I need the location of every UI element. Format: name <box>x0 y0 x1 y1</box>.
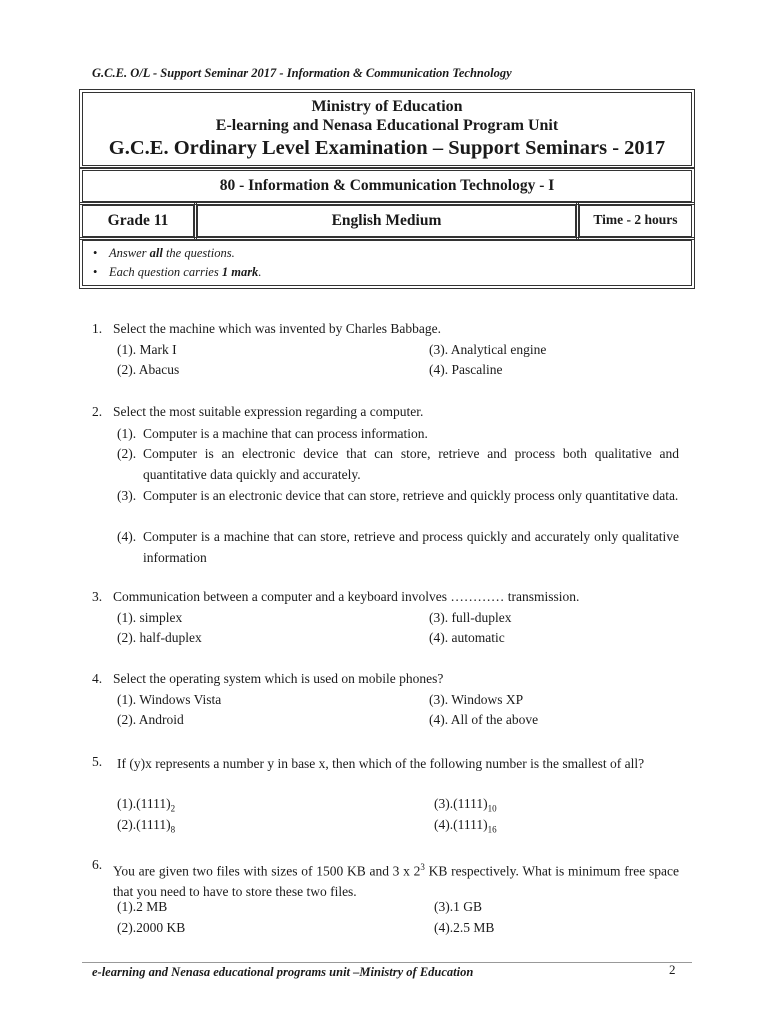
option: (1). Mark I <box>117 342 177 357</box>
option: (2).2000 KB <box>117 920 186 935</box>
option: (4).2.5 MB <box>434 920 495 935</box>
question-number: 6. <box>92 857 103 872</box>
instruction-2: • Each question carries 1 mark. <box>93 265 262 279</box>
bullet-icon: • <box>93 246 98 260</box>
option: (4). automatic <box>429 630 505 645</box>
option: (3). Analytical engine <box>429 342 547 357</box>
option: (4). Pascaline <box>429 362 503 377</box>
time-box: Time - 2 hours <box>579 205 692 237</box>
question-text: You are given two files with sizes of 1500 KB and 3 x $2^3$ KB respectively. What is minimum free space that you need to have to store these two files. <box>113 862 679 899</box>
question-text: Select the most suitable expression regarding a computer. <box>113 404 424 419</box>
option: (1). Computer is a machine that can process information. <box>117 426 428 441</box>
grade-box: Grade 11 <box>82 205 194 237</box>
medium-box: English Medium <box>197 205 576 237</box>
option: (1).2 MB <box>117 899 168 914</box>
option: (1). Windows Vista <box>117 692 222 707</box>
question-text: Communication between a computer and a keyboard involves ………… transmission. <box>113 589 580 604</box>
bullet-icon: • <box>93 265 98 279</box>
page-number: 2 <box>669 962 676 977</box>
option: (2). Android <box>117 712 184 727</box>
footer-divider <box>82 962 692 963</box>
question-number: 1. <box>92 321 103 336</box>
option: (3). Windows XP <box>429 692 524 707</box>
option: (3). full-duplex <box>429 610 512 625</box>
option: (1). simplex <box>117 610 183 625</box>
option: (4). Computer is a machine that can store, retrieve and process quickly and accurately only qualitative information <box>117 529 679 565</box>
footer-text: e-learning and Nenasa educational programs unit –Ministry of Education <box>92 965 474 979</box>
question-number: 3. <box>92 589 103 604</box>
option: (3). Computer is an electronic device that can store, retrieve and quickly process only quantitative data. <box>117 488 679 503</box>
question-number: 2. <box>92 404 103 419</box>
question-number: 4. <box>92 671 103 686</box>
page-header: G.C.E. O/L - Support Seminar 2017 - Information & Communication Technology <box>92 66 512 80</box>
option: (2). Computer is an electronic device that can store, retrieve and process both qualitative and quantitative data quickly and accurately. <box>117 446 679 482</box>
option: (2). half-duplex <box>117 630 202 645</box>
subject-box: 80 - Information & Communication Technology - I <box>82 170 692 202</box>
ministry-title: Ministry of Education <box>311 98 463 115</box>
exam-title-box <box>82 92 692 166</box>
instructions-box <box>82 240 692 286</box>
exam-title: G.C.E. Ordinary Level Examination – Support Seminars - 2017 <box>108 137 666 159</box>
instruction-1: • Answer all the questions. <box>93 246 235 260</box>
question-text: Select the machine which was invented by Charles Babbage. <box>113 321 442 336</box>
option: $(4).(1111)_{16}$ <box>434 817 497 835</box>
question-text: If (y)x represents a number y in base x, then which of the following number is the smallest of all? <box>117 756 645 771</box>
option: $(3).(1111)_{10}$ <box>434 796 497 814</box>
option: $(1).(1111)_2$ <box>117 796 176 814</box>
option: $(2).(1111)_8$ <box>117 817 176 835</box>
option: (4). All of the above <box>429 712 539 727</box>
option: (3).1 GB <box>434 899 482 914</box>
question-text: Select the operating system which is used on mobile phones? <box>113 671 444 686</box>
question-number: 5. <box>92 754 103 769</box>
unit-title: E-learning and Nenasa Educational Program Unit <box>215 117 559 134</box>
option: (2). Abacus <box>117 362 180 377</box>
